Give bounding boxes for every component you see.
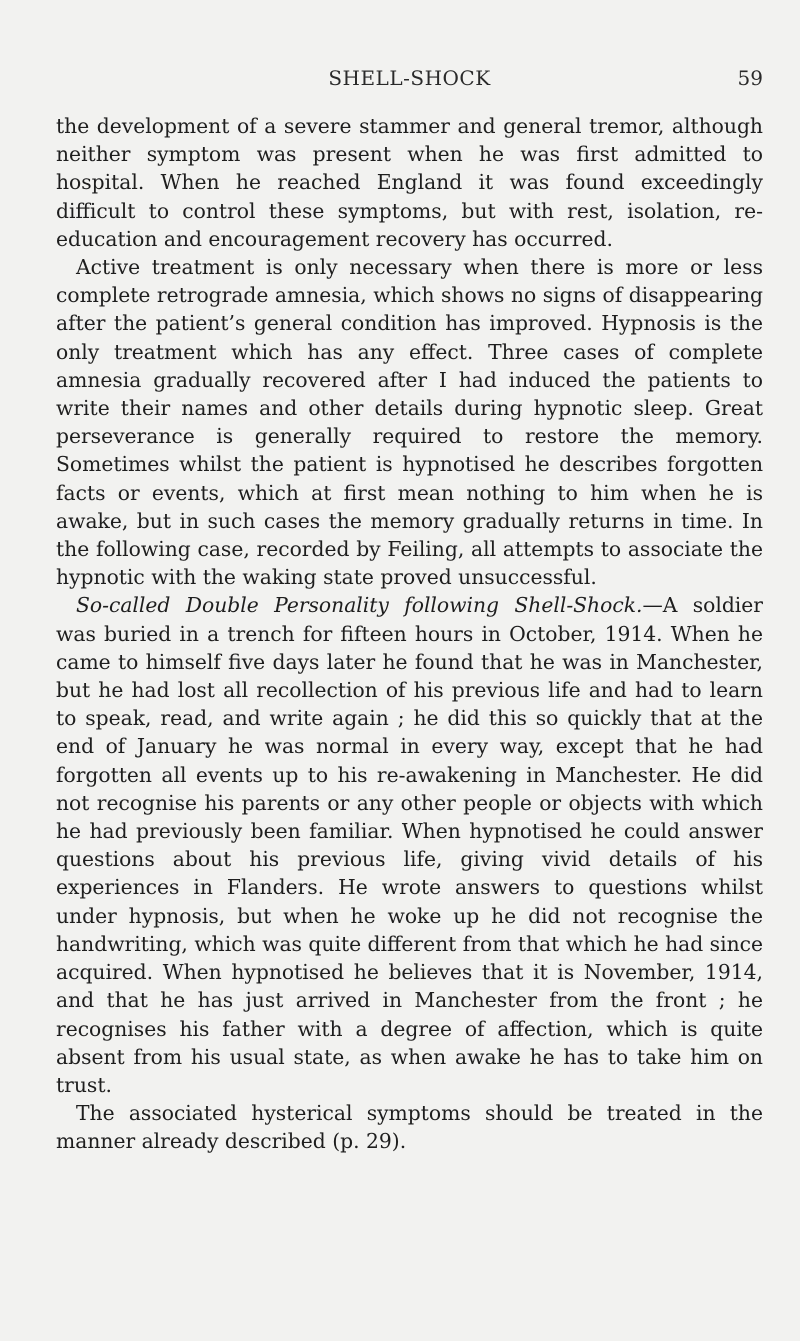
paragraph-2: Active treatment is only necessary when there is more or less complete retrograde amnesia, which shows no signs of disappearing after the patient’s general condition has improved. Hypnosis is the only treatment which has any effect. Three cases of complete amnesia gradually recovered after I had induced the patients to write their names and other details during hypnotic sleep. Great perseverance is generally required to restore the memory. Sometimes whilst the patient is hypnotised he describes forgotten facts or events, which at first mean nothing to him when he is awake, but in such cases the memory gradually returns in time. In the following case, recorded by Feiling, all attempts to associate the hypnotic with the waking state proved unsuccessful.: [56, 255, 763, 590]
paragraph-1: the development of a severe stammer and general tremor, although neither symptom was present when he was first admitted to hospital. When he reached England it was found exceedingly difficult to control these symptoms, but with rest, isolation, re-education and encouragement recovery has occurred.: [56, 114, 763, 251]
running-head: SHELL-SHOCK: [328, 66, 491, 90]
body-text: [56, 112, 763, 1156]
page-header: [56, 0, 763, 112]
paragraph-3: [56, 591, 763, 1099]
page-number: 59: [737, 66, 763, 90]
paragraph-4: The associated hysterical symptoms should be treated in the manner already described (p. 29).: [56, 1101, 763, 1154]
case-body: —A soldier was buried in a trench for fifteen hours in October, 1914. When he came to himself five days later he found that he was in Manchester, but he had lost all recollection of his previous life and had to learn to speak, read, and write again ; he did this so quickly that at the end of January he was normal in every way, except that he had forgotten all events up to his re-awakening in Manchester. He did not recognise his parents or any other people or objects with which he had previously been familiar. When hypnotised he could answer questions about his previous life, giving vivid details of his experiences in Flanders. He wrote answers to questions whilst under hypnosis, but when he woke up he did not recognise the handwriting, which was quite different from that which he had since acquired. When hypnotised he believes that it is November, 1914, and that he has just arrived in Manchester from the front ; he recognises his father with a degree of affection, which is quite absent from his usual state, as when awake he has to take him on trust.: [56, 593, 763, 1097]
case-heading: So-called Double Personality following Shell-Shock.: [76, 593, 643, 618]
